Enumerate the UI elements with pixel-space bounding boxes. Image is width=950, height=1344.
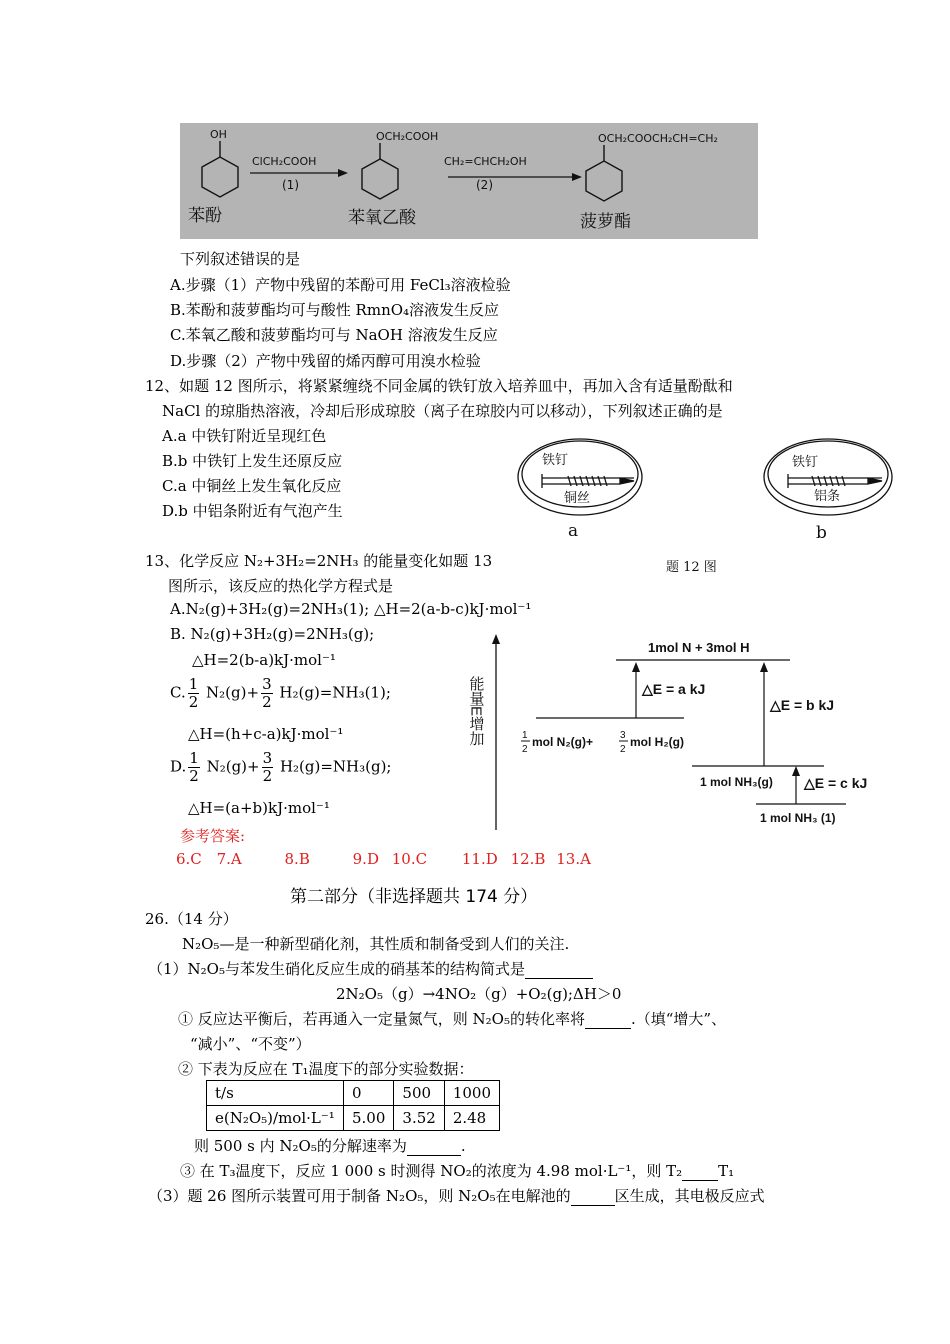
answer-item: 10.C: [391, 850, 428, 868]
q12-option-a: A.a 中铁钉附近呈现红色: [162, 427, 327, 445]
q13-option-b-dh: △H=2(b-a)kJ·mol⁻¹: [192, 651, 336, 669]
q26-intro: N₂O₅—是一种新型硝化剂，其性质和制备受到人们的关注.: [182, 935, 570, 953]
q26-sub3: ③ 在 T₃温度下，反应 1 000 s 时测得 NO₂的浓度为 4.98 mol·L⁻¹，则 T₂ T₁: [180, 1162, 735, 1180]
figure-12: [508, 432, 908, 580]
table-row: e(N₂O₅)/mol·L⁻¹ 5.00 3.52 2.48: [207, 1106, 500, 1131]
dish-b-wire-label: 铝条: [814, 489, 841, 504]
q13-line2: 图所示，该反应的热化学方程式是: [168, 577, 394, 595]
benzene-ring-3: [586, 145, 622, 201]
axis-label: 能量E增加: [467, 676, 485, 747]
q11-option-d: D.步骤（2）产物中残留的烯丙醇可用溴水检验: [170, 352, 481, 370]
svg-text:2: 2: [522, 744, 528, 755]
energy-diagram: [467, 632, 890, 832]
q13-option-d-eq: D. $\frac{1}{2}$ N₂(g)+ $\frac{3}{2}$ H₂(g)=NH₃(g);: [170, 749, 392, 785]
answers-label: 参考答案:: [180, 827, 246, 845]
synthesis-scheme: [180, 123, 758, 239]
reactants-label: mol N₂(g)+: [532, 735, 593, 749]
q13-line1: 13、化学反应 N₂+3H₂=2NH₃ 的能量变化如题 13: [145, 552, 493, 570]
q13-option-c-eq: C. $\frac{1}{2}$ N₂(g)+ $\frac{3}{2}$ H₂(g)=NH₃(1);: [170, 675, 391, 711]
answer-item: 11.D: [461, 850, 498, 868]
dish-a-wire-label: 铜丝: [564, 491, 591, 506]
answer-blank[interactable]: [585, 1010, 631, 1029]
step1-label: (1): [282, 178, 299, 192]
q12-option-d: D.b 中铝条附近有气泡产生: [162, 502, 343, 520]
svg-text:2: 2: [620, 744, 626, 755]
part2-title: 第二部分（非选择题共 174 分）: [290, 887, 538, 907]
answer-blank[interactable]: [525, 960, 593, 979]
step2-label: (2): [476, 178, 493, 192]
q12-option-b: B.b 中铁钉上发生还原反应: [162, 452, 343, 470]
nh3-liquid-label: 1 mol NH₃ (1): [760, 811, 836, 825]
svg-text:1: 1: [522, 730, 528, 741]
q11-option-c: C.苯氧乙酸和菠萝酯均可与 NaOH 溶液发生反应: [170, 326, 498, 344]
svg-text:3: 3: [620, 730, 626, 741]
answer-item: 7.A: [216, 850, 242, 868]
q26-sub1-options: “减小”、“不变”）: [190, 1035, 311, 1053]
q12-option-c: C.a 中铜丝上发生氧化反应: [162, 477, 342, 495]
answer-blank[interactable]: [407, 1137, 461, 1156]
ester-formula: OCH₂COOCH₂CH=CH₂: [598, 132, 718, 145]
reagent2-label: CH₂=CHCH₂OH: [444, 155, 527, 168]
answer-item: 6.C: [176, 850, 202, 868]
q26-sub1: ① 反应达平衡后，若再通入一定量氮气，则 N₂O₅的转化率将 .（填“增大”、: [178, 1010, 727, 1028]
level-atoms-label: 1mol N + 3mol H: [648, 640, 750, 655]
reagent1-label: ClCH₂COOH: [252, 155, 317, 168]
benzene-ring-2: [362, 143, 398, 199]
table-row: t/s 0 500 1000: [207, 1081, 500, 1106]
dish-b-letter: b: [816, 523, 827, 543]
answer-blank[interactable]: [571, 1187, 615, 1206]
q26-part3: （3）题 26 图所示装置可用于制备 N₂O₅，则 N₂O₅在电解池的 区生成，其电极反应式: [148, 1187, 765, 1205]
figure-12-caption: 题 12 图: [666, 560, 717, 575]
q26-rate: 则 500 s 内 N₂O₅的分解速率为 .: [194, 1137, 466, 1155]
acid-label: 苯氧乙酸: [348, 208, 416, 228]
q11-stem: 下列叙述错误的是: [180, 250, 301, 268]
q26-sub2: ② 下表为反应在 T₁温度下的部分实验数据：: [178, 1060, 474, 1078]
nh3-gas-label: 1 mol NH₃(g): [700, 775, 773, 789]
answer-item: 9.D: [352, 850, 379, 868]
dish-a-nail-label: 铁钉: [542, 453, 569, 468]
oh-label: OH: [210, 128, 227, 141]
answer-blank[interactable]: [682, 1162, 718, 1181]
dish-a-letter: a: [568, 521, 579, 541]
q13-option-a: A.N₂(g)+3H₂(g)=2NH₃(1); △H=2(a-b-c)kJ·mol⁻¹: [170, 600, 532, 618]
q12-line1: 12、如题 12 图所示，将紧紧缠绕不同金属的铁钉放入培养皿中，再加入含有适量酚酞和: [145, 377, 733, 395]
q26-header: 26.（14 分）: [145, 910, 238, 928]
benzene-ring-1: [202, 141, 238, 197]
delta-a-label: △E = a kJ: [642, 681, 706, 697]
q11-option-b: B.苯酚和菠萝酯均可与酸性 RmnO₄溶液发生反应: [170, 301, 500, 319]
reactants-label-2: mol H₂(g): [630, 735, 684, 749]
q13-option-c-dh: △H=(h+c-a)kJ·mol⁻¹: [188, 725, 344, 743]
q26-part1: （1）N₂O₅与苯发生硝化反应生成的硝基苯的结构简式是: [148, 958, 593, 979]
delta-c-label: △E = c kJ: [804, 775, 868, 791]
answer-item: 12.B: [510, 850, 546, 868]
data-table: [206, 1080, 500, 1131]
dish-b-nail-label: 铁钉: [792, 455, 819, 470]
phenol-label: 苯酚: [188, 206, 222, 226]
answers-row: [176, 850, 591, 868]
q26-equation: 2N₂O₅（g）→4NO₂（g）+O₂(g);ΔH＞0: [336, 985, 622, 1003]
answer-item: 8.B: [284, 850, 310, 868]
answer-item: 13.A: [556, 850, 591, 868]
q13-option-d-dh: △H=(a+b)kJ·mol⁻¹: [188, 799, 330, 817]
q13-option-b-eq: B. N₂(g)+3H₂(g)=2NH₃(g);: [170, 625, 375, 643]
q12-line2: NaCl 的琼脂热溶液，冷却后形成琼胶（离子在琼胶内可以移动），下列叙述正确的是: [162, 402, 723, 420]
q11-option-a: A.步骤（1）产物中残留的苯酚可用 FeCl₃溶液检验: [170, 276, 511, 294]
delta-b-label: △E = b kJ: [770, 697, 835, 713]
ester-label: 菠萝酯: [580, 212, 631, 232]
acid-formula: OCH₂COOH: [376, 130, 439, 143]
